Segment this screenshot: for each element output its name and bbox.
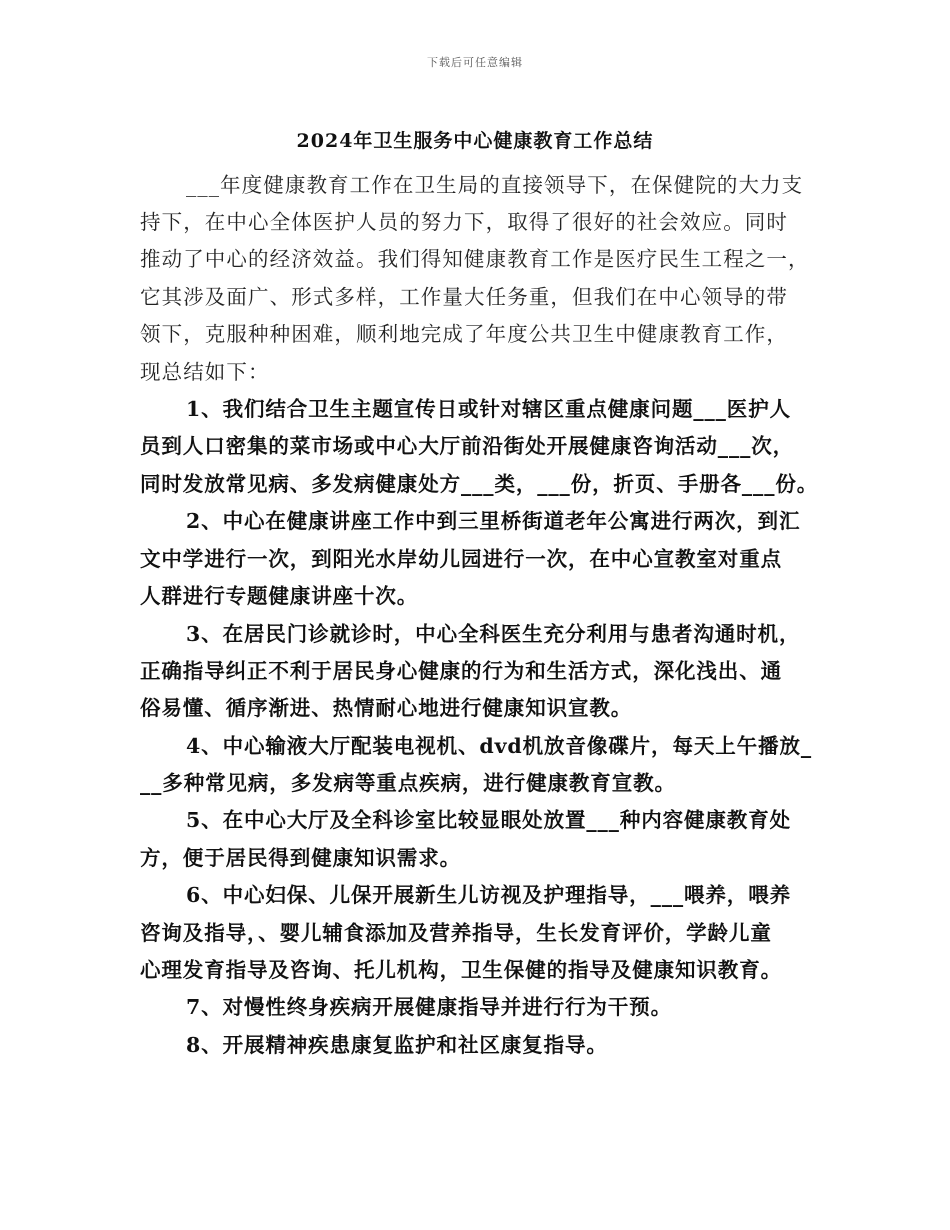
item-6-line: 心理发育指导及咨询、托儿机构，卫生保健的指导及健康知识教育。: [140, 958, 782, 982]
item-2-line: 人群进行专题健康讲座十次。: [140, 584, 419, 608]
item-1-line: 1、我们结合卫生主题宣传日或针对辖区重点健康问题___医护人: [186, 397, 792, 421]
item-1-line: 同时发放常见病、多发病健康处方___类，___份，折页、手册各___份。: [140, 472, 819, 496]
intro-line: 现总结如下：: [140, 360, 270, 384]
item-3-line: 3、在居民门诊就诊时，中心全科医生充分利用与患者沟通时机，: [186, 622, 801, 646]
intro-line: ___年度健康教育工作在卫生局的直接领导下，在保健院的大力支: [186, 173, 804, 197]
intro-line: 领下，克服种种困难，顺利地完成了年度公共卫生中健康教育工作，: [140, 322, 788, 346]
item-7-line: 7、对慢性终身疾病开展健康指导并进行行为干预。: [186, 995, 672, 1019]
item-2-line: 文中学进行一次，到阳光水岸幼儿园进行一次，在中心宣教室对重点: [140, 547, 782, 571]
item-4-line: 4、中心输液大厅配装电视机、dvd机放音像碟片，每天上午播放_: [186, 734, 812, 758]
item-8-line: 8、开展精神疾患康复监护和社区康复指导。: [186, 1033, 608, 1057]
intro-line: 它其涉及面广、形式多样，工作量大任务重，但我们在中心领导的带: [140, 285, 788, 309]
item-5-line: 方，便于居民得到健康知识需求。: [140, 846, 461, 870]
item-3-line: 正确指导纠正不利于居民身心健康的行为和生活方式，深化浅出、通: [140, 659, 782, 683]
item-6-line: 咨询及指导，、婴儿辅食添加及营养指导，生长发育评价，学龄儿童: [140, 921, 772, 945]
item-5-line: 5、在中心大厅及全科诊室比较显眼处放置___种内容健康教育处: [186, 808, 792, 832]
item-4-line: __多种常见病，多发病等重点疾病，进行健康教育宣教。: [140, 771, 676, 795]
header-note: 下载后可任意编辑: [427, 56, 523, 69]
intro-line: 推动了中心的经济效益。我们得知健康教育工作是医疗民生工程之一，: [140, 247, 810, 271]
item-3-line: 俗易懂、循序渐进、热情耐心地进行健康知识宣教。: [140, 696, 633, 720]
intro-line: 持下，在中心全体医护人员的努力下，取得了很好的社会效应。同时: [140, 210, 788, 234]
item-6-line: 6、中心妇保、儿保开展新生儿访视及护理指导，___喂养，喂养: [186, 883, 792, 907]
item-2-line: 2、中心在健康讲座工作中到三里桥街道老年公寓进行两次，到汇: [186, 509, 801, 533]
document-title: 2024年卫生服务中心健康教育工作总结: [296, 130, 654, 152]
item-1-line: 员到人口密集的菜市场或中心大厅前沿街处开展健康咨询活动___次，: [140, 434, 795, 458]
